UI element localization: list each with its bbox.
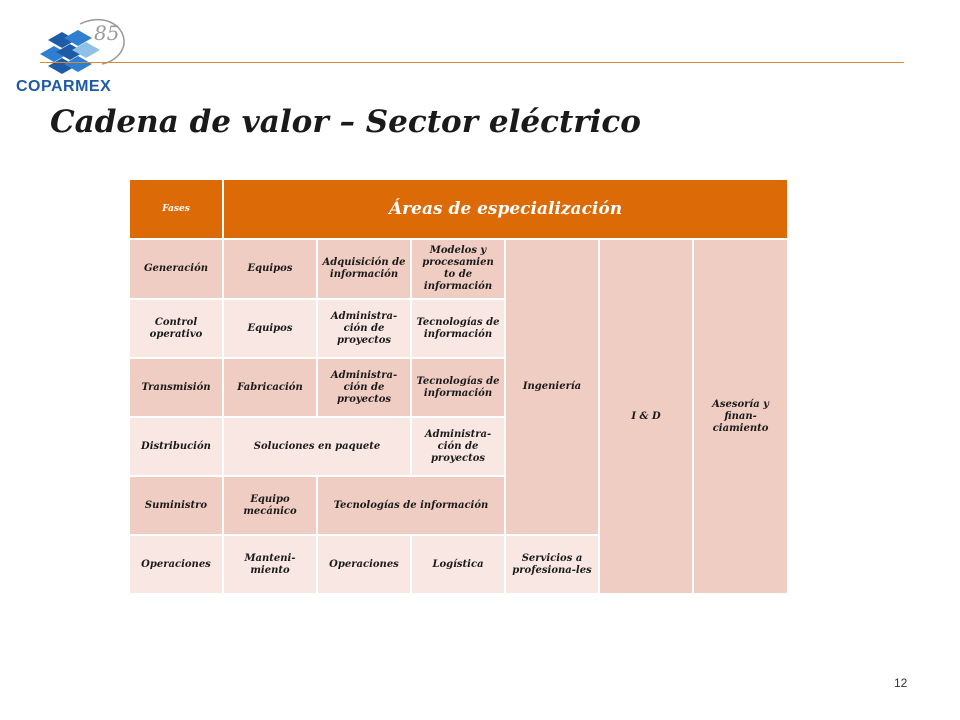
id-cell: I & D <box>599 239 693 594</box>
area-cell: Modelos y procesamien to de información <box>411 239 505 299</box>
asesoria-cell: Asesoría y finan-ciamiento <box>693 239 788 594</box>
phase-cell: Generación <box>129 239 223 299</box>
phase-cell: Transmisión <box>129 358 223 417</box>
area-cell: Servicios a profesiona-les <box>505 535 599 594</box>
header-divider <box>40 62 904 63</box>
area-cell: Adquisición de información <box>317 239 411 299</box>
page-number: 12 <box>894 676 908 690</box>
area-cell: Tecnologías de información <box>317 476 505 535</box>
logo-wordmark: COPARMEX <box>16 78 112 95</box>
area-cell: Administra-ción de proyectos <box>317 358 411 417</box>
header-fases: Fases <box>129 179 223 239</box>
area-cell: Manteni-miento <box>223 535 317 594</box>
phase-cell: Suministro <box>129 476 223 535</box>
area-cell: Equipos <box>223 239 317 299</box>
area-cell: Fabricación <box>223 358 317 417</box>
phase-cell: Control operativo <box>129 299 223 358</box>
anniversary-number: 85 <box>94 21 120 45</box>
area-cell: Administra-ción de proyectos <box>317 299 411 358</box>
area-cell: Tecnologías de información <box>411 358 505 417</box>
area-cell: Logística <box>411 535 505 594</box>
value-chain-table <box>128 178 789 595</box>
header-areas: Áreas de especialización <box>223 179 788 239</box>
area-cell: Administra-ción de proyectos <box>411 417 505 476</box>
phase-cell: Operaciones <box>129 535 223 594</box>
slide-title: Cadena de valor – Sector eléctrico <box>50 104 641 140</box>
phase-cell: Distribución <box>129 417 223 476</box>
area-cell: Equipos <box>223 299 317 358</box>
area-cell: Tecnologías de información <box>411 299 505 358</box>
area-cell: Soluciones en paquete <box>223 417 411 476</box>
area-cell: Equipo mecánico <box>223 476 317 535</box>
ingenieria-cell: Ingeniería <box>505 239 599 535</box>
area-cell: Operaciones <box>317 535 411 594</box>
